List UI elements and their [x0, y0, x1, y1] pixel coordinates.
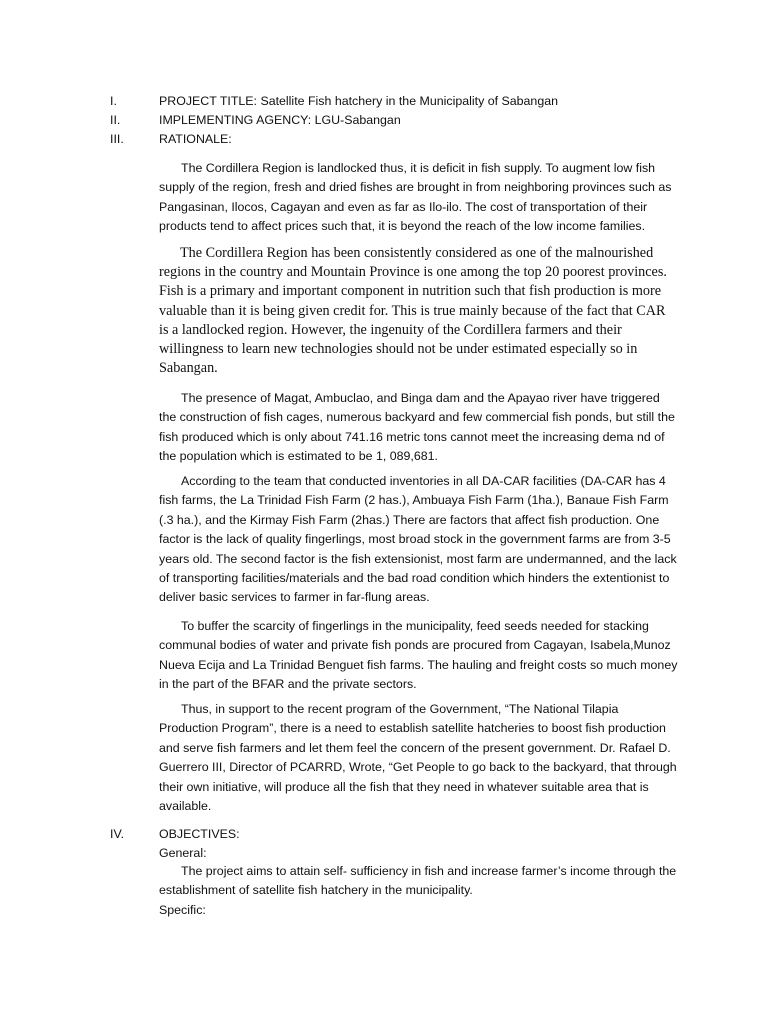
heading-number: II.: [110, 113, 121, 127]
rationale-paragraph-2: The Cordillera Region has been consistently considered as one of the malnourished regions in the country and Mountain Province is one among the top 20 poorest provinces. Fish is a primary and important component in nutrition such that fish production is more valuable than it is being given credit for. This is true mainly because of the fact that CAR is a landlocked region. However, the ingenuity of the Cordillera farmers and their willingness to learn new technologies should not be under estimated especially so in Sabangan.: [159, 245, 667, 377]
objectives-general-label: General:: [159, 846, 207, 860]
rationale-paragraph-6: Thus, in support to the recent program of the Government, “The National Tilapia Production Program”, there is a need to establish satellite hatcheries to boost fish production and serve fish farmers and let them feel the concern of the present government. Dr. Rafael D. Guerrero III, Director of PCARRD, Wrote, “Get People to go back to the backyard, that through their own initiative, will produce all the fish that they need in whatever suitable area that is available.: [159, 702, 677, 814]
heading-implementing-agency: [110, 111, 710, 130]
heading-text: IMPLEMENTING AGENCY: LGU-Sabangan: [159, 113, 401, 127]
heading-rationale: [110, 130, 710, 149]
heading-text: RATIONALE:: [159, 132, 232, 146]
heading-number: III.: [110, 132, 124, 146]
heading-project-title: [110, 92, 710, 111]
rationale-paragraph-1: The Cordillera Region is landlocked thus, it is deficit in fish supply. To augment low fish supply of the region, fresh and dried fishes are brought in from neighboring provinces such as Pangasinan, Ilocos, Cagayan and even as far as Ilo-ilo. The cost of transportation of their products tend to affect prices such that, it is beyond the reach of the low income families.: [159, 161, 672, 234]
heading-text: PROJECT TITLE: Satellite Fish hatchery in the Municipality of Sabangan: [159, 94, 558, 108]
objectives-specific-label: Specific:: [159, 903, 206, 917]
objectives-general-text: The project aims to attain self- sufficiency in fish and increase farmer’s income through the establishment of satellite fish hatchery in the municipality.: [159, 864, 677, 898]
rationale-paragraph-5: To buffer the scarcity of fingerlings in the municipality, feed seeds needed for stacking communal bodies of water and private fish ponds are procured from Cagayan, Isabela,Munoz Nueva Ecija and La Trinidad Benguet fish farms. The hauling and freight costs so much money in the part of the BFAR and the private sectors.: [159, 619, 678, 692]
heading-number: I.: [110, 94, 117, 108]
heading-number: IV.: [110, 827, 125, 841]
heading-text: OBJECTIVES:: [159, 827, 240, 841]
rationale-paragraph-3: The presence of Magat, Ambuclao, and Binga dam and the Apayao river have triggered the construction of fish cages, numerous backyard and few commercial fish ponds, but still the fish produced which is only about 741.16 metric tons cannot meet the increasing dema nd of the population which is estimated to be 1, 089,681.: [159, 391, 675, 464]
rationale-paragraph-4: According to the team that conducted inventories in all DA-CAR facilities (DA-CAR has 4 fish farms, the La Trinidad Fish Farm (2 has.), Ambuaya Fish Farm (1ha.), Banaue Fish Farm (.3 ha.), and the Kirmay Fish Farm (2has.) There are factors that affect fish production. One factor is the lack of quality fingerlings, most broad stock in the government farms are from 3-5 years old. The second factor is the fish extensionist, most farm are undermanned, and the lack of transporting facilities/materials and the bad road condition which hinders the extentionist to deliver basic services to farmer in far-flung areas.: [159, 474, 677, 605]
heading-objectives: [110, 825, 710, 844]
